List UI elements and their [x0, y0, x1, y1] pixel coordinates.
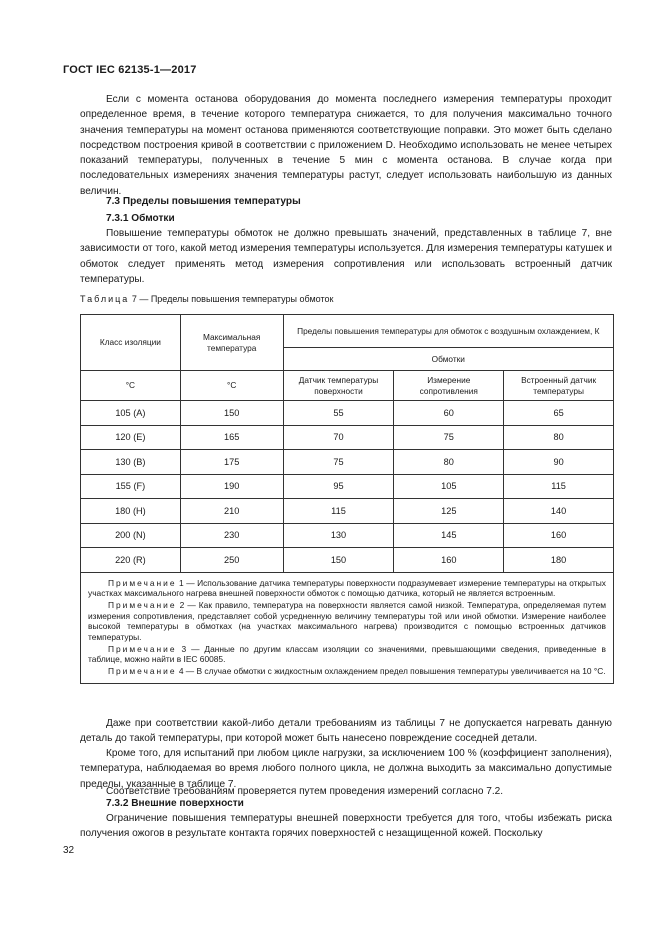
table-row [81, 474, 614, 499]
table-row [81, 523, 614, 548]
table-cell: 75 [283, 450, 394, 475]
section-number: 7.3.1 [106, 213, 129, 224]
table-cell: 200 (N) [81, 523, 181, 548]
note-text: 1 — Использование датчика температуры поверхности подразумевает измерение температуры на открытых участках максимального нагрева внешней поверхности обмоток с помощью датчика, который не является встроенным. [88, 577, 606, 599]
table-cell: 165 [180, 425, 283, 450]
table-cell: 160 [504, 523, 614, 548]
table-cell: 120 (E) [81, 425, 181, 450]
table-cell: 220 (R) [81, 548, 181, 573]
table-7 [80, 314, 614, 684]
note-text: 4 — В случае обмотки с жидкостным охлаждением предел повышения температуры увеличивается на 10 °С. [178, 666, 606, 677]
table-cell: 150 [283, 548, 394, 573]
after-table-paragraph-2: Кроме того, для испытаний при любом цикле нагрузки, за исключением 100 % (коэффициент заполнения), температура, наблюдаемая во время любого полного цикла, не должна выходить за максимально допустимые пределы, указанные в таблице 7. [80, 748, 612, 790]
section-title: Внешние поверхности [131, 798, 244, 809]
table-cell: 180 (H) [81, 499, 181, 524]
note-label: Примечание [108, 599, 177, 610]
table-row [81, 499, 614, 524]
section-7-3-2-text: Ограничение повышения температуры внешней поверхности требуется для того, чтобы избежать риска получения ожогов в результате контакта горячих поверхностей с незащищенной кожей. Поскольку [80, 813, 612, 840]
table-cell: 190 [180, 474, 283, 499]
table-note [88, 644, 606, 665]
after-table-paragraph-3: Соответствие требованиям проверяется путем проведения измерений согласно 7.2. [106, 786, 504, 797]
section-7-3-1-text: Повышение температуры обмоток не должно превышать значений, представленных в таблице 7, вне зависимости от того, какой метод измерения температуры используется. Для измерения температуры катушек и обмоток следует применять метод измерения сопротивления или использовать встроенный датчик температуры. [80, 228, 612, 285]
header-resistance-measurement: Измерение сопротивления [394, 371, 504, 401]
section-number: 7.3.2 [106, 798, 129, 809]
page-number: 32 [63, 845, 75, 856]
table-cell: 115 [283, 499, 394, 524]
table-row [81, 401, 614, 426]
table-cell: 115 [504, 474, 614, 499]
table-cell: 105 (A) [81, 401, 181, 426]
note-label: Примечание [108, 577, 177, 588]
header-insulation-class: Класс изоляции [81, 315, 181, 371]
table-cell: 230 [180, 523, 283, 548]
table-cell: 55 [283, 401, 394, 426]
table-cell: 90 [504, 450, 614, 475]
table-cell: 65 [504, 401, 614, 426]
table-cell: 80 [394, 450, 504, 475]
table-cell: 125 [394, 499, 504, 524]
header-unit-celsius: °С [180, 371, 283, 401]
table-caption-word: Таблица [80, 294, 130, 304]
section-title: Обмотки [131, 213, 175, 224]
table-caption [80, 294, 333, 304]
table-note [88, 578, 606, 599]
note-label: Примечание [108, 643, 177, 654]
section-7-3-2-heading [106, 797, 244, 811]
table-cell: 180 [504, 548, 614, 573]
table-row [81, 548, 614, 573]
table-cell: 145 [394, 523, 504, 548]
table-row [81, 425, 614, 450]
table-cell: 105 [394, 474, 504, 499]
section-number: 7.3 [106, 196, 121, 207]
table-row [81, 450, 614, 475]
table-caption-text: 7 — Пределы повышения температуры обмоток [131, 294, 334, 304]
header-max-temperature: Максимальная температура [180, 315, 283, 371]
table-cell: 210 [180, 499, 283, 524]
after-table-paragraph-1: Даже при соответствии какой-либо детали требованиям из таблицы 7 не допускается нагревать данную деталь до такой температуры, при которой может быть нанесено повреждение соседней детали. [80, 718, 612, 745]
table-cell: 155 (F) [81, 474, 181, 499]
table-cell: 75 [394, 425, 504, 450]
table-cell: 130 (B) [81, 450, 181, 475]
note-text: 3 — Данные по другим классам изоляции со значениями, превышающими сведения, приведенные в таблице, можно найти в IEC 60085. [88, 643, 606, 665]
table-cell: 130 [283, 523, 394, 548]
header-surface-sensor: Датчик температуры поверхности [283, 371, 394, 401]
header-temperature-rise-limits: Пределы повышения температуры для обмоток с воздушным охлаждением, К [283, 315, 613, 348]
header-windings: Обмотки [283, 348, 613, 371]
header-unit-celsius: °С [81, 371, 181, 401]
section-7-3-1-heading [106, 212, 175, 226]
intro-paragraph: Если с момента останова оборудования до момента последнего измерения температуры проходит определенное время, в течение которого температура снижается, то для получения максимально точного значения температуры на момент останова применяются соответствующие поправки. Это может быть сделано посредством построения кривой в соответствии с приложением D. Необходимо использовать не менее четырех показаний температуры, полученных в течение 5 мин с момента останова. В случае когда при последовательных измерениях значения температуры растут, следует использовать наибольшую из данных величин. [80, 94, 612, 197]
notes-container [88, 578, 606, 677]
table-cell: 60 [394, 401, 504, 426]
table-cell: 175 [180, 450, 283, 475]
table-cell: 150 [180, 401, 283, 426]
table-notes [81, 572, 614, 683]
table-note [88, 666, 606, 677]
table-cell: 250 [180, 548, 283, 573]
note-label: Примечание [108, 666, 177, 677]
note-text: 2 — Как правило, температура на поверхности является самой низкой. Температура, определяемая путем измерения сопротивления, представляет собой усредненную величину температуры той или иной обмотки. Измерение наиболее высокой температуры в обмотках (на участках максимального нагрева) производится с помощью встроенных датчиков температуры. [88, 599, 606, 643]
header-embedded-sensor: Встроенный датчик температуры [504, 371, 614, 401]
section-7-3-heading [106, 195, 301, 209]
document-header: ГОСТ IEC 62135-1—2017 [63, 64, 197, 76]
table-cell: 80 [504, 425, 614, 450]
table-note [88, 600, 606, 643]
section-title: Пределы повышения температуры [122, 196, 301, 207]
table-cell: 160 [394, 548, 504, 573]
table-cell: 70 [283, 425, 394, 450]
table-cell: 140 [504, 499, 614, 524]
table-cell: 95 [283, 474, 394, 499]
table-body [81, 401, 614, 573]
